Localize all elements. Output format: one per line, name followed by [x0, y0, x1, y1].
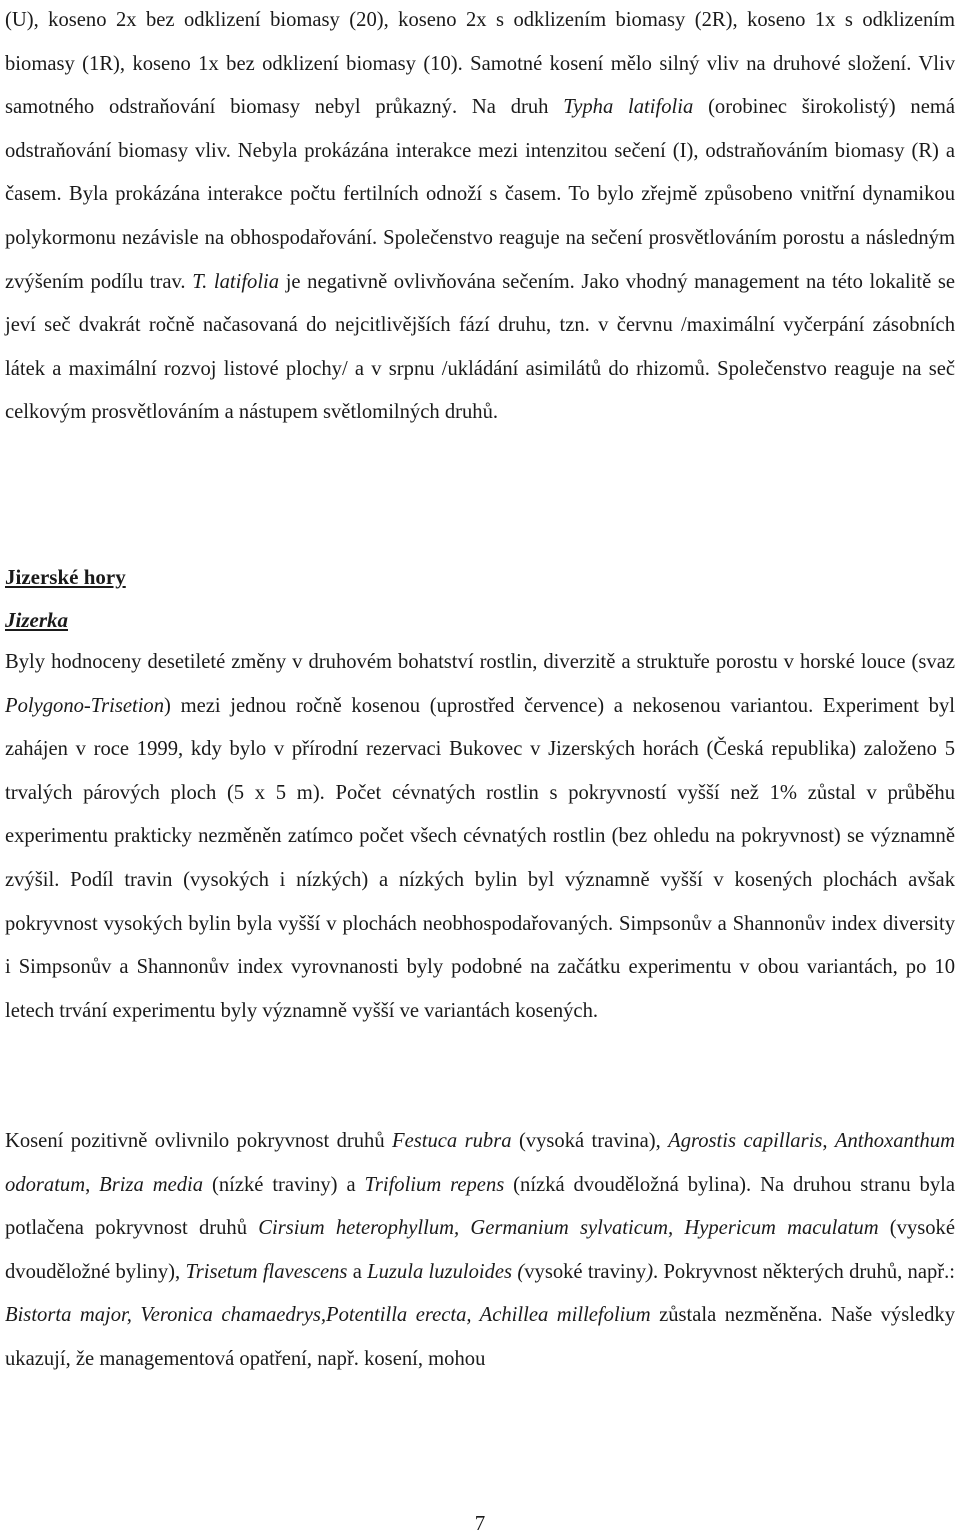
species-name: Briza media — [99, 1173, 204, 1196]
species-name: Anthoxanthum odoratum — [5, 1130, 956, 1196]
species-list: Bistorta major, Veronica chamaedrys,Potentilla erecta, Achillea millefolium — [5, 1304, 651, 1327]
species-name: Luzula luzuloides ( — [367, 1260, 525, 1283]
species-name: Festuca rubra — [392, 1130, 512, 1152]
section-heading-site: Jizerka — [5, 608, 68, 632]
species-name: Trisetum flavescens — [185, 1260, 348, 1283]
species-name: Typha latifolia — [563, 96, 694, 119]
species-name: Agrostis capillaris — [668, 1130, 823, 1152]
section-heading-region: Jizerské hory — [5, 565, 126, 589]
paragraph-mowing-effects: Kosení pozitivně ovlivnilo pokryvnost druhů Festuca rubra (vysoká travina), Agrostis capillaris, Anthoxanthum odoratum, Briza media (nízké traviny) a Trifolium repens (nízká dvouděložná bylina). Na druhou stranu byla potlačena pokryvnost druhů Cirsium heterophyllum, Germanium sylvaticum, Hypericum maculatum (vysoké dvouděložné byliny), Trisetum flavescens a Luzula luzuloides (vysoké traviny). Pokryvnost některých druhů, např.: Bistorta major, Veronica chamaedrys,Potentilla erecta, Achillea millefolium zůstala nezměněna. Naše výsledky ukazují, že managementová opatření, např. kosení, mohou — [5, 1130, 956, 1370]
species-name: T. latifolia — [192, 270, 280, 293]
species-name: Trifolium repens — [364, 1173, 505, 1196]
alliance-name: Polygono-Trisetion — [5, 694, 165, 717]
paragraph-results-typha: (U), koseno 2x bez odklizení biomasy (20), koseno 2x s odklizením biomasy (2R), koseno 1x s odklizením biomasy (1R), koseno 1x bez odklizení biomasy (10). Samotné kosení mělo silný vliv na druhové složení. Vliv samotného odstraňování biomasy nebyl průkazný. Na druh Typha latifolia (orobinec širokolistý) nemá odstraňování biomasy vliv. Nebyla prokázána interakce mezi intenzitou sečení (I), odstraňováním biomasy (R) a časem. Byla prokázána interakce počtu fertilních odnoží s časem. To bylo zřejmě způsobeno vnitřní dynamikou polykormonu nezávisle na obhospodařování. Společenstvo reaguje na sečení prosvětlováním porostu a následným zvýšením podílu trav. T. latifolia je negativně ovlivňována sečením. Jako vhodný management na této lokalitě se jeví seč dvakrát ročně načasovaná do nejcitlivějších fází druhu, tzn. v červnu /maximální vyčerpání zásobních látek a maximální rozvoj listové plochy/ a v srpnu /ukládání asimilátů do rhizomů. Společenstvo reaguje na seč celkovým prosvětlováním a nástupem světlomilných druhů. — [5, 9, 955, 424]
species-list: Cirsium heterophyllum, Germanium sylvaticum, Hypericum maculatum — [258, 1217, 879, 1240]
paragraph-jizerka-experiment: Byly hodnoceny desetileté změny v druhovém bohatství rostlin, diverzitě a struktuře porostu v horské louce (svaz Polygono-Trisetion) mezi jednou ročně kosenou (uprostřed července) a nekosenou variantou. Experiment byl zahájen v roce 1999, kdy bylo v přírodní rezervaci Bukovec v Jizerských horách (Česká republika) založeno 5 trvalých párových ploch (5 x 5 m). Počet cévnatých rostlin s pokryvností vyšší než 1% zůstal v průběhu experimentu prakticky nezměněn zatímco počet všech cévnatých rostlin (bez ohledu na pokryvnost) se významně zvýšil. Podíl travin (vysokých i nízkých) a nízkých bylin byl významně vyšší v kosených plochách avšak pokryvnost vysokých bylin byla vyšší v plochách neobhospodařovaných. Simpsonův a Shannonův index diversity i Simpsonův a Shannonův index vyrovnanosti byly podobné na začátku experimentu v obou variantách, po 10 letech trvání experimentu byly významně vyšší ve variantách kosených. — [5, 651, 955, 1022]
page-number: 7 — [474, 1511, 486, 1535]
